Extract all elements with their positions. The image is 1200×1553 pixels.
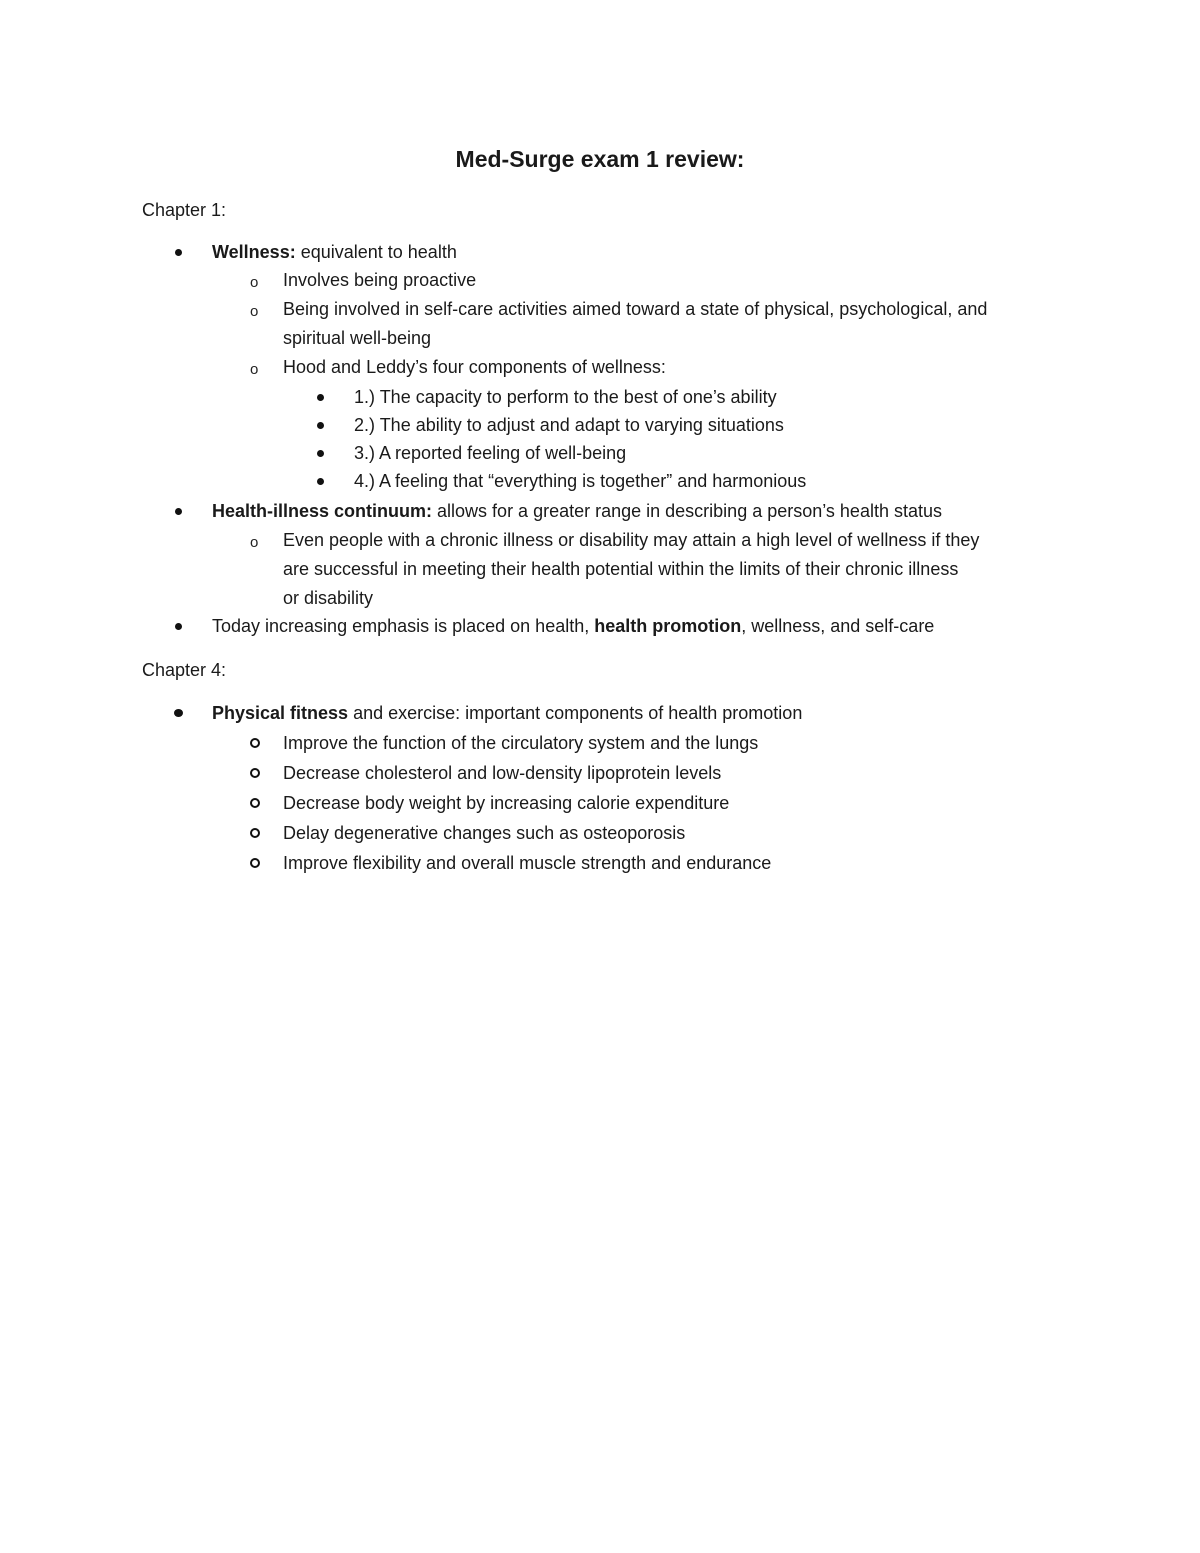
component-item — [354, 439, 626, 467]
ring-bullet-icon — [250, 738, 260, 748]
continuum-sub-line: or disability — [283, 588, 374, 608]
ring-bullet-icon — [250, 858, 260, 868]
sub-bullet-icon: o — [250, 274, 259, 291]
document-title: Med-Surge exam 1 review: — [455, 146, 745, 172]
component-number: 4.) — [354, 471, 376, 491]
ring-bullet-icon — [250, 828, 260, 838]
wellness-sub-item-continued: spiritual well-being — [283, 328, 432, 348]
bullet-icon — [174, 709, 183, 717]
bullet-icon — [317, 394, 324, 401]
wellness-sub-item: Hood and Leddy’s four components of wellness: — [283, 357, 666, 377]
wellness-sub-item: Involves being proactive — [283, 270, 477, 290]
fitness-sub-item: Decrease cholesterol and low-density lipoprotein levels — [283, 763, 722, 783]
component-text: A reported feeling of well-being — [375, 443, 627, 463]
fitness-sub-item: Improve the function of the circulatory system and the lungs — [283, 733, 759, 753]
sub-bullet-icon: o — [250, 361, 259, 378]
continuum-sub-line: are successful in meeting their health potential within the limits of their chronic illness — [283, 559, 959, 579]
fitness-item — [212, 699, 802, 727]
continuum-sub-line: Even people with a chronic illness or disability may attain a high level of wellness if they — [283, 530, 980, 550]
component-number: 1.) — [354, 387, 376, 407]
chapter-4-heading: Chapter 4: — [142, 660, 227, 680]
bullet-icon — [317, 478, 324, 485]
ring-bullet-icon — [250, 768, 260, 778]
fitness-sub-item: Improve flexibility and overall muscle strength and endurance — [283, 853, 772, 873]
chapter-1-heading: Chapter 1: — [142, 200, 227, 220]
component-number: 3.) — [354, 443, 376, 463]
component-text: The capacity to perform to the best of one’s ability — [375, 387, 777, 407]
component-item — [354, 383, 777, 411]
continuum-term: Health-illness continuum: — [212, 501, 433, 521]
bullet-icon — [175, 249, 182, 256]
emphasis-bold-term: health promotion — [594, 616, 742, 636]
continuum-definition: allows for a greater range in describing a person’s health status — [432, 501, 942, 521]
ring-bullet-icon — [250, 798, 260, 808]
emphasis-item — [212, 612, 934, 640]
component-item — [354, 411, 784, 439]
fitness-sub-item: Delay degenerative changes such as osteoporosis — [283, 823, 686, 843]
wellness-sub-item: Being involved in self-care activities aimed toward a state of physical, psychological, and — [283, 299, 988, 319]
wellness-item — [212, 238, 457, 266]
bullet-icon — [317, 450, 324, 457]
component-text: A feeling that “everything is together” and harmonious — [375, 471, 807, 491]
emphasis-text-end: , wellness, and self-care — [741, 616, 935, 636]
component-item — [354, 467, 806, 495]
component-number: 2.) — [354, 415, 376, 435]
wellness-term: Wellness: — [212, 242, 296, 262]
fitness-term: Physical fitness — [212, 703, 349, 723]
component-text: The ability to adjust and adapt to varying situations — [375, 415, 784, 435]
emphasis-text-start: Today increasing emphasis is placed on health, — [212, 616, 595, 636]
continuum-item — [212, 497, 942, 525]
sub-bullet-icon: o — [250, 534, 259, 551]
bullet-icon — [317, 422, 324, 429]
bullet-icon — [175, 508, 182, 515]
fitness-definition: and exercise: important components of health promotion — [348, 703, 803, 723]
bullet-icon — [175, 623, 182, 630]
sub-bullet-icon: o — [250, 303, 259, 320]
fitness-sub-item: Decrease body weight by increasing calorie expenditure — [283, 793, 730, 813]
wellness-definition: equivalent to health — [295, 242, 457, 262]
